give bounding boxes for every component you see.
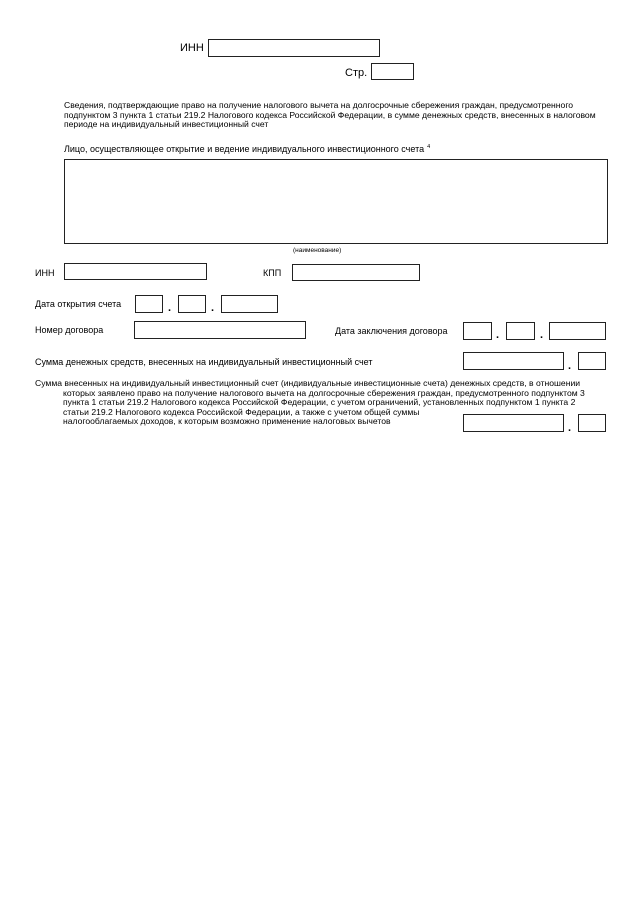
contract-number-label: Номер договора [35, 325, 104, 335]
org-kpp-field[interactable] [292, 264, 420, 281]
open-date-year-field[interactable] [221, 295, 278, 313]
contract-date-year-field[interactable] [549, 322, 606, 340]
org-inn-field[interactable] [64, 263, 207, 280]
open-date-month-field[interactable] [178, 295, 206, 313]
open-date-sep-2: . [211, 302, 215, 314]
deposited-amount-kop-field[interactable] [578, 352, 606, 370]
open-date-sep-1: . [168, 302, 172, 314]
contract-date-sep-2: . [540, 329, 544, 341]
claimed-amount-label: Сумма внесенных на индивидуальный инвестиционный счет (индивидуальные инвестиционные счета) денежных средств, в отношении которых заявлено право на получение налогового вычета на долгосрочные сбережения граждан, предусмотренного подпунктом 3 пункта 1 статьи 219.2 Налогового кодекса Российской Федерации, с учетом ограничений, установленных подпунктом 1 пункта 2 статьи 219.2 Налогового кодекса Российской Федерации, а также с учетом общей суммы налогооблагаемых доходов, к которым возможно применение налоговых вычетов [35, 378, 585, 427]
organization-name-field[interactable] [64, 159, 608, 244]
header-inn-field[interactable] [208, 39, 380, 57]
contract-date-sep-1: . [496, 329, 500, 341]
deposited-amount-label: Сумма денежных средств, внесенных на индивидуальный инвестиционный счет [35, 357, 373, 367]
org-kpp-label: КПП [263, 268, 282, 278]
open-date-label: Дата открытия счета [35, 299, 122, 309]
contract-date-label: Дата заключения договора [335, 326, 448, 336]
contract-date-month-field[interactable] [506, 322, 535, 340]
org-inn-label: ИНН [35, 268, 55, 278]
claimed-amount-rub-field[interactable] [463, 414, 564, 432]
claimed-amount-kop-field[interactable] [578, 414, 606, 432]
organization-name-caption: (наименование) [293, 247, 342, 254]
open-date-day-field[interactable] [135, 295, 163, 313]
page-number-label: Стр. [345, 67, 368, 79]
organization-label: Лицо, осуществляющее открытие и ведение индивидуального инвестиционного счета $^4$ [64, 144, 431, 154]
contract-number-field[interactable] [134, 321, 306, 339]
deposited-amount-rub-field[interactable] [463, 352, 564, 370]
claimed-amount-sep: . [568, 422, 572, 434]
deposited-amount-sep: . [568, 360, 572, 372]
page-number-field[interactable] [371, 63, 414, 80]
section-title: Сведения, подтверждающие право на получение налогового вычета на долгосрочные сбережения граждан, предусмотренного подпунктом 3 пункта 1 статьи 219.2 Налогового кодекса Российской Федерации, в сумме денежных средств, внесенных в налоговом периоде на индивидуальный инвестиционный счет [64, 100, 596, 130]
header-inn-label: ИНН [180, 42, 204, 54]
contract-date-day-field[interactable] [463, 322, 492, 340]
